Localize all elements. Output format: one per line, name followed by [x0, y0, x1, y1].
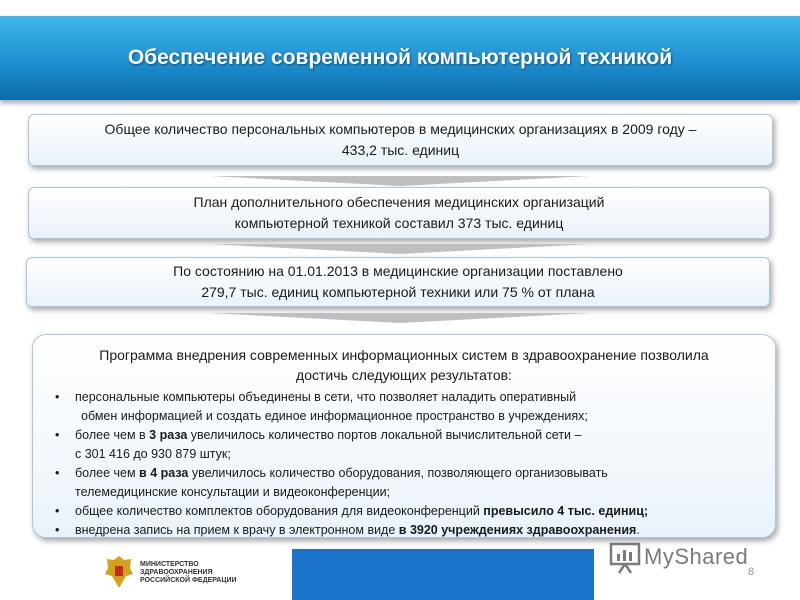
ministry-line2: ЗДРАВООХРАНЕНИЯ [140, 569, 213, 576]
list-item [49, 521, 759, 540]
box2-line1: План дополнительного обеспечения медицинских организаций [193, 194, 605, 210]
item5-bold: в 3920 учреждениях здравоохранения [398, 523, 637, 537]
box3-line1: По состоянию на 01.01.2013 в медицинские организации поставлено [173, 263, 623, 279]
box1-line2: 433,2 тыс. единиц [341, 142, 460, 158]
presentation-board-icon [608, 540, 644, 574]
down-arrow-1 [210, 176, 590, 186]
item3-text-a: более чем [75, 466, 140, 480]
item2-line2: с 301 416 до 930 879 штук; [75, 447, 231, 461]
title-bar [0, 16, 800, 100]
coat-of-arms-icon [104, 554, 134, 590]
box3-line2: 279,7 тыс. единиц компьютерной техники или 75 % от плана [201, 284, 595, 300]
page-number: 8 [748, 566, 755, 578]
plan-box [28, 187, 770, 239]
footer-blue-block [292, 549, 594, 600]
results-list [49, 388, 759, 540]
item2-text-a: более чем в [75, 428, 150, 442]
ministry-line1: МИНИСТЕРСТВО [140, 561, 199, 568]
item4-bold: превысило 4 тыс. единиц; [483, 504, 649, 518]
total-computers-box [28, 114, 773, 166]
item3-line2: телемедицинские консультации и видеоконференции; [75, 485, 391, 499]
slide-title: Обеспечение современной компьютерной техникой [127, 46, 673, 69]
item5-text-a: внедрена запись на прием к врачу в электронном виде [75, 523, 399, 537]
item3-bold: в 4 раза [139, 466, 189, 480]
item5-text-c: . [636, 523, 640, 537]
box2-line2: компьютерной техникой составил 373 тыс. единиц [234, 215, 564, 231]
ministry-line3: РОССИЙСКОЙ ФЕДЕРАЦИИ [140, 577, 237, 584]
list-item [49, 502, 759, 521]
item1-line1: • персональные компьютеры объединены в сети, что позволяет наладить оперативный [75, 390, 577, 404]
myshared-watermark [608, 540, 748, 574]
results-box [32, 334, 776, 538]
item2-bold: 3 раза [149, 428, 188, 442]
down-arrow-2 [210, 244, 590, 254]
item4-text-a: общее количество комплектов оборудования для видеоконференций [75, 504, 484, 518]
results-intro-line2: достичь следующих результатов: [296, 367, 512, 383]
ministry-logo [92, 548, 252, 600]
item3-text-c: увеличилось количество оборудования, позволяющего организовывать [188, 466, 608, 480]
ministry-name [140, 561, 237, 585]
item2-text-c: увеличилось количество портов локальной вычислительной сети – [187, 428, 582, 442]
item1-line2: обмен информацией и создать единое информационное пространство в учреждениях; [81, 409, 588, 423]
delivered-box [26, 257, 770, 307]
list-item [49, 464, 759, 502]
results-intro [49, 345, 759, 385]
myshared-label: MyShared [644, 544, 749, 569]
list-item [49, 388, 759, 426]
list-item [49, 426, 759, 464]
box1-line1: Общее количество персональных компьютеров в медицинских организациях в 2009 году – [104, 121, 697, 137]
down-arrow-3 [210, 313, 590, 323]
results-intro-line1: Программа внедрения современных информационных систем в здравоохранение позволила [99, 347, 709, 363]
